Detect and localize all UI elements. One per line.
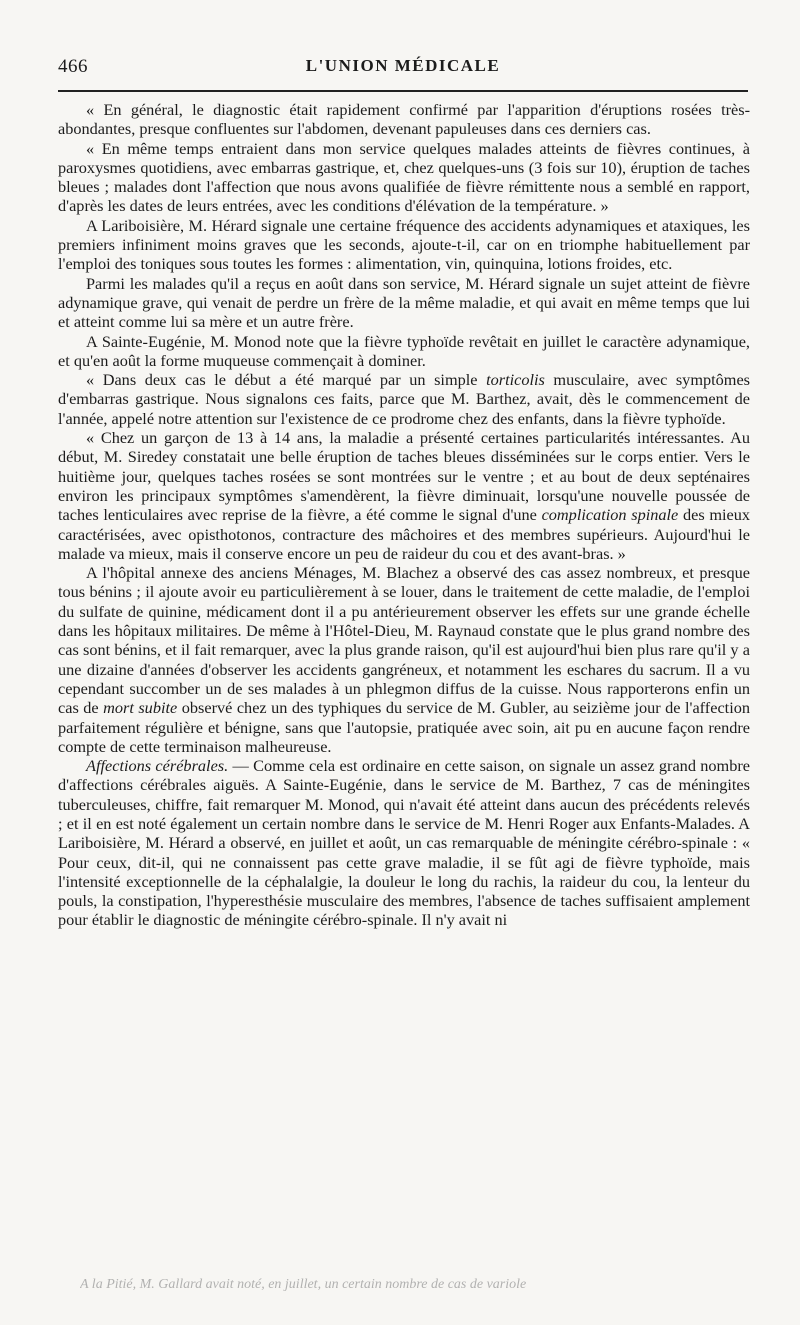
italic-term: torticolis [486,370,545,390]
paragraph-text: observé chez un des typhiques du service de M. Gubler, au seizième jour de l'affection parfaitement régulière et bénigne, sans que l'autopsie, pratiquée avec soin, ait pu en aucune façon rendre compte de cette terminaison malheureuse. [58,698,750,756]
paragraph: Parmi les malades qu'il a reçus en août dans son service, M. Hérard signale un sujet atteint de fièvre adynamique grave, qui venait de perdre un frère de la même maladie, et qui avait en même temps que lui et atteint comme lui sa mère et un autre frère. [58,273,750,332]
italic-term: mort subite [103,698,178,718]
running-title: L'UNION MÉDICALE [305,56,501,75]
italic-term: complication spinale [541,505,679,525]
bleed-through-text: A la Pitié, M. Gallard avait noté, en juillet, un certain nombre de cas de variole [80,1277,527,1292]
paragraph [58,563,750,756]
paragraph-text: A l'hôpital annexe des anciens Ménages, M. Blachez a observé des cas assez nombreux, et presque tous bénins ; il ajoute avoir eu particulièrement à se louer, dans le traitement de cette maladie, de l'emploi du sulfate de quinine, médicament dont il a pu antérieurement observer les effets sur une grande échelle dans les hôpitaux militaires. De même à l'Hôtel-Dieu, M. Raynaud constate que le plus grand nombre des cas sont bénins, et il fait remarquer, avec la plus grande raison, qu'il est aujourd'hui bien plus rare qu'il y a une dizaine d'années d'observer les accidents gangréneux, et notamment les eschares du sacrum. Il a vu cependant succomber un de ses malades à un phlegmon diffus de la cuisse. [58,563,750,698]
section-heading: Affections cérébrales. [86,756,229,776]
paragraph: « En général, le diagnostic était rapidement confirmé par l'apparition d'éruptions rosées très-abondantes, presque confluentes sur l'abdomen, devenant papuleuses dans ces derniers cas. [58,100,750,139]
paragraph-text: des mieux caractérisées, avec opisthotonos, contracture des mâchoires et des membres supérieurs. Aujourd'hui le malade va mieux, mais il conserve encore un peu de raideur du cou et des avant-bras. » [58,505,751,563]
paragraph-text: Nous rapporterons enfin un cas de [58,678,750,718]
paragraph-text: « Dans deux cas le début a été marqué par un simple [86,370,487,390]
paragraph: A Sainte-Eugénie, M. Monod note que la fièvre typhoïde revêtait en juillet le caractère adynamique, et qu'en août la forme muqueuse commençait à dominer. [58,331,750,370]
paragraph-text: musculaire, avec symptômes d'embarras gastrique. Nous signalons ces faits, parce que M. Barthez, avait, dès le commencement de l'année, appelé notre attention sur l'existence de ce prodrome chez des enfants, dans la fièvre typhoïde. [58,370,751,428]
paragraph: « En même temps entraient dans mon service quelques malades atteints de fièvres continues, à paroxysmes quotidiens, avec embarras gastrique, et, chez quelques-uns (3 fois sur 10), éruption de taches bleues ; malades dont l'affection que nous avons qualifiée de fièvre rémittente nous a semblé en rapport, d'après les dates de leurs entrées, avec les conditions d'élévation de la température. » [58,138,750,216]
paragraph-text: « Chez un garçon de 13 à 14 ans, la maladie a présenté certaines particularités intéressantes. Au début, M. Siredey constatait une belle éruption de taches bleues disséminées sur le corps entier. Vers le huitième jour, quelques taches rosées se sont montrées sur le ventre ; et au bout de deux septénaires environ les principaux symptômes s'amendèrent, la fièvre diminuait, lorsqu'une nouvelle poussée de taches lenticulaires avec reprise de la fièvre, a été comme le signal d'une [58,428,750,525]
paragraph: A Lariboisière, M. Hérard signale une certaine fréquence des accidents adynamiques et ataxiques, les premiers infiniment moins graves que les seconds, ajoute-t-il, car on en triomphe habituellement par l'emploi des toniques sous toutes les formes : alimentation, vin, quinquina, lotions froides, etc. [58,215,750,274]
paragraph [58,370,750,428]
paragraph [58,428,750,563]
paragraph-text: — Comme cela est ordinaire en cette saison, on signale un assez grand nombre d'affections cérébrales aiguës. A Sainte-Eugénie, dans le service de M. Barthez, 7 cas de méningites tuberculeuses, chiffre, fait remarquer M. Monod, qui n'avait été atteint dans aucun des précédents relevés ; et il en est noté également un certain nombre dans le service de M. Henri Roger aux Enfants-Malades. A Lariboisière, M. Hérard a observé, en juillet et août, un cas remarquable de méningite cérébro-spinale : « Pour ceux, dit-il, qui ne connaissent pas cette grave maladie, il se fût agi de fièvre typhoïde, mais l'intensité exceptionnelle de la céphalalgie, la douleur le long du rachis, la raideur du cou, la lenteur du pouls, la constipation, l'hyperesthésie musculaire des membres, l'absence de taches suffisaient amplement pour établir le diagnostic de méningite cérébro-spinale. Il n'y avait ni [58,756,751,930]
page-header [58,56,748,86]
paragraph [58,756,750,930]
body-text [58,100,750,930]
header-rule [58,90,748,92]
page-number: 466 [58,56,88,77]
